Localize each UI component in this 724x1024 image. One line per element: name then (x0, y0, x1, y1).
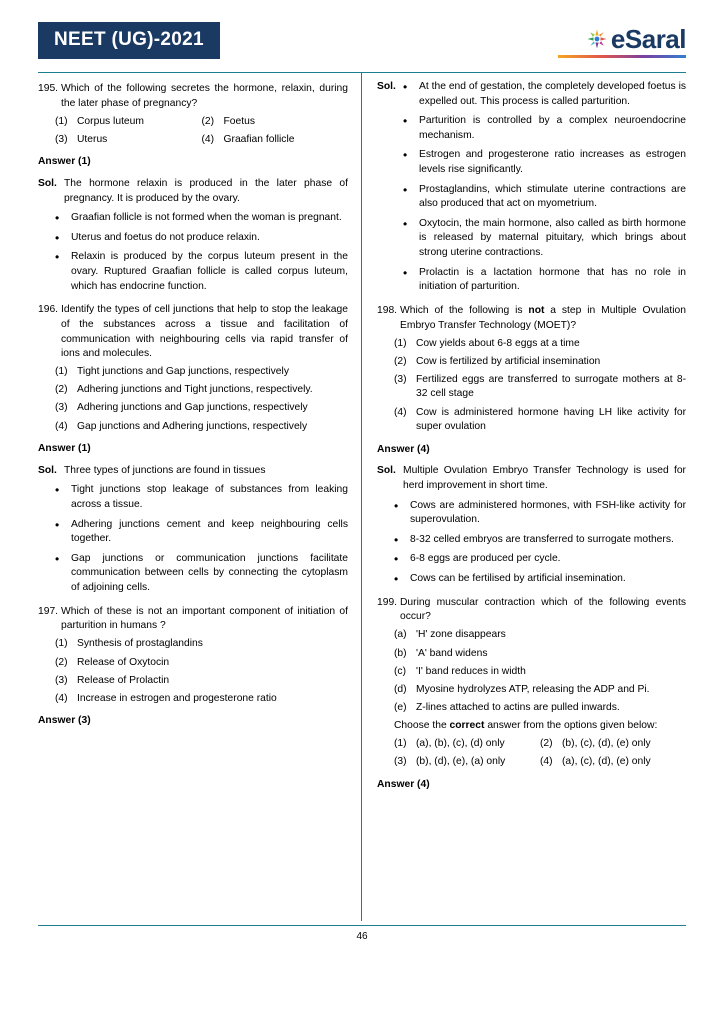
bullet-item (403, 114, 686, 143)
solution-198-bullets (377, 499, 686, 587)
choose-instruction (377, 719, 686, 734)
option-item[interactable] (38, 420, 348, 435)
bullet-item (394, 552, 686, 567)
bullet-icon: • (394, 498, 399, 513)
option-text: Uterus (77, 133, 108, 145)
question-number: 197. (38, 605, 59, 617)
solution-label: Sol. (38, 178, 57, 190)
bullet-icon: • (403, 80, 408, 94)
solution-195 (38, 177, 348, 206)
statement-label: (c) (394, 665, 407, 677)
question-199-options (377, 737, 686, 770)
bullet-text: Graafian follicle is not formed when the woman is pregnant. (71, 212, 342, 224)
bullet-item (55, 211, 348, 226)
question-196-options (38, 365, 348, 434)
bullet-text: Adhering junctions cement and keep neighbouring cells together. (71, 518, 348, 545)
option-item[interactable] (38, 637, 348, 652)
question-text: During muscular contraction which of the following events occur? (400, 596, 686, 623)
option-label: (2) (540, 738, 553, 750)
brand-logo (558, 26, 686, 58)
bullet-icon: • (394, 572, 399, 587)
bullet-text: 8-32 celled embryos are transferred to surrogate mothers. (410, 533, 674, 545)
question-198 (377, 304, 686, 333)
statement-text: Myosine hydrolyzes ATP, releasing the ADP and Pi. (416, 683, 650, 695)
option-label: (3) (394, 756, 407, 768)
bullet-icon: • (394, 532, 399, 547)
bullet-item (55, 483, 348, 512)
bullet-icon: • (403, 216, 408, 231)
bullet-icon: • (55, 230, 60, 245)
bullet-icon: • (55, 211, 60, 226)
option-text: Release of Oxytocin (77, 656, 170, 668)
question-number: 196. (38, 304, 59, 316)
option-text: Cow is fertilized by artificial insemination (416, 355, 601, 367)
answer-196: Answer (1) (38, 443, 91, 455)
option-item[interactable] (38, 656, 348, 671)
question-number: 195. (38, 83, 59, 94)
answer-199: Answer (4) (377, 778, 430, 790)
statement-text: 'H' zone disappears (416, 629, 506, 641)
brand-prefix: e (610, 24, 625, 54)
option-item[interactable] (55, 133, 202, 148)
choose-part2: answer from the options given below: (484, 719, 658, 731)
question-text-part1: Which of the following is (400, 304, 529, 316)
option-label: (1) (55, 366, 68, 378)
question-text: Which of the following secretes the hormone, relaxin, during the later phase of pregnancy? (61, 83, 348, 109)
option-text: Cow is administered hormone having LH like activity for super ovulation (416, 406, 686, 433)
option-text: Synthesis of prostaglandins (77, 638, 203, 650)
bullet-text: Estrogen and progesterone ratio increases as estrogen levels rise significantly. (419, 149, 686, 176)
option-label: (2) (55, 656, 68, 668)
option-text: (a), (c), (d), (e) only (562, 756, 651, 768)
bullet-item (394, 533, 686, 548)
statement-text: Z-lines attached to actins are pulled inwards. (416, 701, 620, 713)
option-text: Graafian follicle (223, 133, 295, 145)
solution-text: The hormone relaxin is produced in the later phase of pregnancy. It is produced by the ovary. (64, 178, 348, 204)
option-item[interactable] (377, 355, 686, 370)
question-198-options (377, 337, 686, 435)
option-text: (b), (c), (d), (e) only (562, 738, 651, 750)
bullet-icon: • (55, 517, 60, 532)
content-columns (38, 73, 686, 921)
question-196 (38, 303, 348, 361)
option-item[interactable] (38, 401, 348, 416)
bullet-item (55, 231, 348, 246)
option-label: (2) (394, 355, 407, 367)
statement-item (377, 665, 686, 680)
statement-label: (d) (394, 683, 407, 695)
option-item[interactable] (38, 383, 348, 398)
option-row (38, 115, 348, 130)
option-row (377, 737, 686, 752)
option-label: (3) (55, 402, 68, 414)
statement-label: (b) (394, 647, 407, 659)
option-text: Cow yields about 6-8 eggs at a time (416, 337, 580, 349)
option-item[interactable] (377, 406, 686, 435)
option-item[interactable] (55, 115, 202, 130)
bullet-item (55, 250, 348, 294)
option-label: (3) (55, 133, 68, 145)
statement-item (377, 701, 686, 716)
question-195-options (38, 115, 348, 148)
option-item[interactable] (38, 692, 348, 707)
option-item[interactable] (540, 737, 686, 752)
answer-197: Answer (3) (38, 715, 91, 727)
bullet-item (394, 499, 686, 528)
option-label: (3) (394, 373, 407, 385)
solution-195-bullets (38, 211, 348, 294)
option-text: Corpus luteum (77, 115, 144, 127)
statement-label: (e) (394, 701, 407, 713)
bullet-text: Oxytocin, the main hormone, also called as birth hormone is released by maternal pituitary, which brings about strong uterine contractions. (419, 217, 686, 259)
left-column (38, 73, 362, 921)
bullet-text: Prostaglandins, which stimulate uterine contractions are also produced that act on myometrium. (419, 183, 686, 210)
bullet-item (403, 148, 686, 177)
option-label: (4) (394, 406, 407, 418)
option-row (377, 755, 686, 770)
option-item[interactable] (38, 674, 348, 689)
solution-197 (377, 80, 686, 295)
solution-196-bullets (38, 483, 348, 595)
question-195 (38, 82, 348, 111)
bullet-text: Gap junctions or communication junctions facilitate communication between cells by connecting the cytoplasm of adjoining cells. (71, 552, 348, 594)
option-text: Adhering junctions and Gap junctions, respectively (77, 402, 308, 414)
choose-part1: Choose the (394, 719, 450, 731)
bullet-icon: • (394, 552, 399, 567)
option-item[interactable] (540, 755, 686, 770)
exam-title-badge: NEET (UG)-2021 (38, 22, 220, 59)
option-label: (4) (55, 420, 68, 432)
brand-underline (558, 55, 686, 58)
bullet-text: At the end of gestation, the completely developed foetus is expelled out. This process is called parturition. (419, 81, 686, 107)
option-item[interactable] (377, 373, 686, 402)
bullet-icon: • (403, 182, 408, 197)
solution-label: Sol. (377, 465, 396, 477)
solution-label: Sol. (38, 464, 57, 476)
bullet-text: 6-8 eggs are produced per cycle. (410, 553, 561, 565)
right-column (362, 73, 686, 921)
option-label: (1) (55, 638, 68, 650)
footer-divider (38, 925, 686, 926)
option-text: Adhering junctions and Tight junctions, respectively. (77, 384, 313, 396)
question-text (400, 304, 686, 333)
option-label: (4) (540, 756, 553, 768)
solution-196 (38, 464, 348, 479)
question-number: 198. (377, 304, 398, 316)
bullet-item (403, 183, 686, 212)
option-text: Tight junctions and Gap junctions, respectively (77, 366, 289, 378)
bullet-icon: • (403, 265, 408, 280)
bullet-text: Uterus and foetus do not produce relaxin. (71, 231, 260, 243)
option-text: Gap junctions and Adhering junctions, respectively (77, 420, 308, 432)
bullet-icon: • (55, 250, 60, 265)
statement-label: (a) (394, 629, 407, 641)
bullet-icon: • (55, 551, 60, 566)
question-199 (377, 596, 686, 625)
option-text: (a), (b), (c), (d) only (416, 738, 505, 750)
statement-item (377, 647, 686, 662)
option-row (38, 133, 348, 148)
bullet-item (403, 266, 686, 295)
option-label: (1) (55, 115, 68, 127)
option-label: (2) (201, 115, 215, 127)
bullet-item (394, 572, 686, 587)
saral-logo-icon (586, 28, 608, 50)
bullet-icon: • (403, 114, 408, 129)
option-item[interactable] (377, 337, 686, 352)
question-197 (38, 605, 348, 634)
bullet-text: Prolactin is a lactation hormone that has no role in initiation of parturition. (419, 266, 686, 293)
solution-label: Sol. (377, 81, 396, 92)
statement-text: 'I' band reduces in width (416, 665, 526, 677)
option-item[interactable] (202, 133, 349, 148)
statement-item (377, 683, 686, 698)
bullet-text: Tight junctions stop leakage of substances from leaking across a tissue. (71, 484, 348, 511)
option-label: (4) (201, 133, 215, 145)
option-label: (1) (394, 337, 407, 349)
option-label: (4) (55, 692, 68, 704)
bullet-text: Cows can be fertilised by artificial insemination. (410, 573, 626, 585)
option-label: (3) (55, 674, 68, 686)
option-item[interactable] (394, 755, 540, 770)
brand-name (611, 26, 686, 52)
question-text: Which of these is not an important component of initiation of parturition in humans ? (61, 605, 348, 632)
question-text: Identify the types of cell junctions that help to stop the leakage of the substances across a tissue and facilitation of communication with neighbouring cells via rapid transfer of ions and molecules. (61, 304, 348, 360)
bullet-item (55, 518, 348, 547)
bullet-text: Cows are administered hormones, with FSH-like activity for superovulation. (410, 499, 686, 526)
brand-word: Saral (624, 24, 686, 54)
page-header (38, 0, 686, 66)
option-text: Increase in estrogen and progesterone ratio (77, 692, 277, 704)
solution-198 (377, 464, 686, 493)
option-text: Release of Prolactin (77, 674, 170, 686)
question-text-emphasis: not (528, 304, 545, 316)
question-197-options (38, 637, 348, 706)
bullet-text: Relaxin is produced by the corpus luteum present in the ovary. Ruptured Graafian follicle is called corpus luteum, which has endocrine function. (71, 251, 348, 292)
question-199-statements (377, 628, 686, 715)
bullet-item (403, 80, 686, 109)
choose-emphasis: correct (449, 719, 485, 731)
option-item[interactable] (202, 115, 349, 130)
answer-195: Answer (1) (38, 156, 91, 168)
option-text: Fertilized eggs are transferred to surrogate mothers at 8-32 cell stage (416, 373, 686, 400)
solution-197-bullets (403, 80, 686, 295)
option-text: Foetus (223, 115, 255, 127)
option-item[interactable] (394, 737, 540, 752)
bullet-icon: • (55, 483, 60, 498)
bullet-item (55, 552, 348, 596)
option-label: (2) (55, 384, 68, 396)
option-text: (b), (d), (e), (a) only (416, 756, 506, 768)
statement-text: 'A' band widens (416, 647, 488, 659)
answer-198: Answer (4) (377, 443, 430, 455)
option-label: (1) (394, 738, 407, 750)
solution-text: Multiple Ovulation Embryo Transfer Technology is used for herd improvement in short time. (403, 465, 686, 492)
bullet-item (403, 217, 686, 261)
solution-text: Three types of junctions are found in tissues (64, 464, 266, 476)
question-number: 199. (377, 596, 398, 608)
page-number: 46 (356, 931, 368, 942)
bullet-icon: • (403, 148, 408, 163)
bullet-text: Parturition is controlled by a complex neuroendocrine mechanism. (419, 115, 686, 141)
option-item[interactable] (38, 365, 348, 380)
question-text-part2: a step in Multiple Ovulation Embryo Transfer Technology (MOET)? (400, 304, 686, 331)
statement-item (377, 628, 686, 643)
